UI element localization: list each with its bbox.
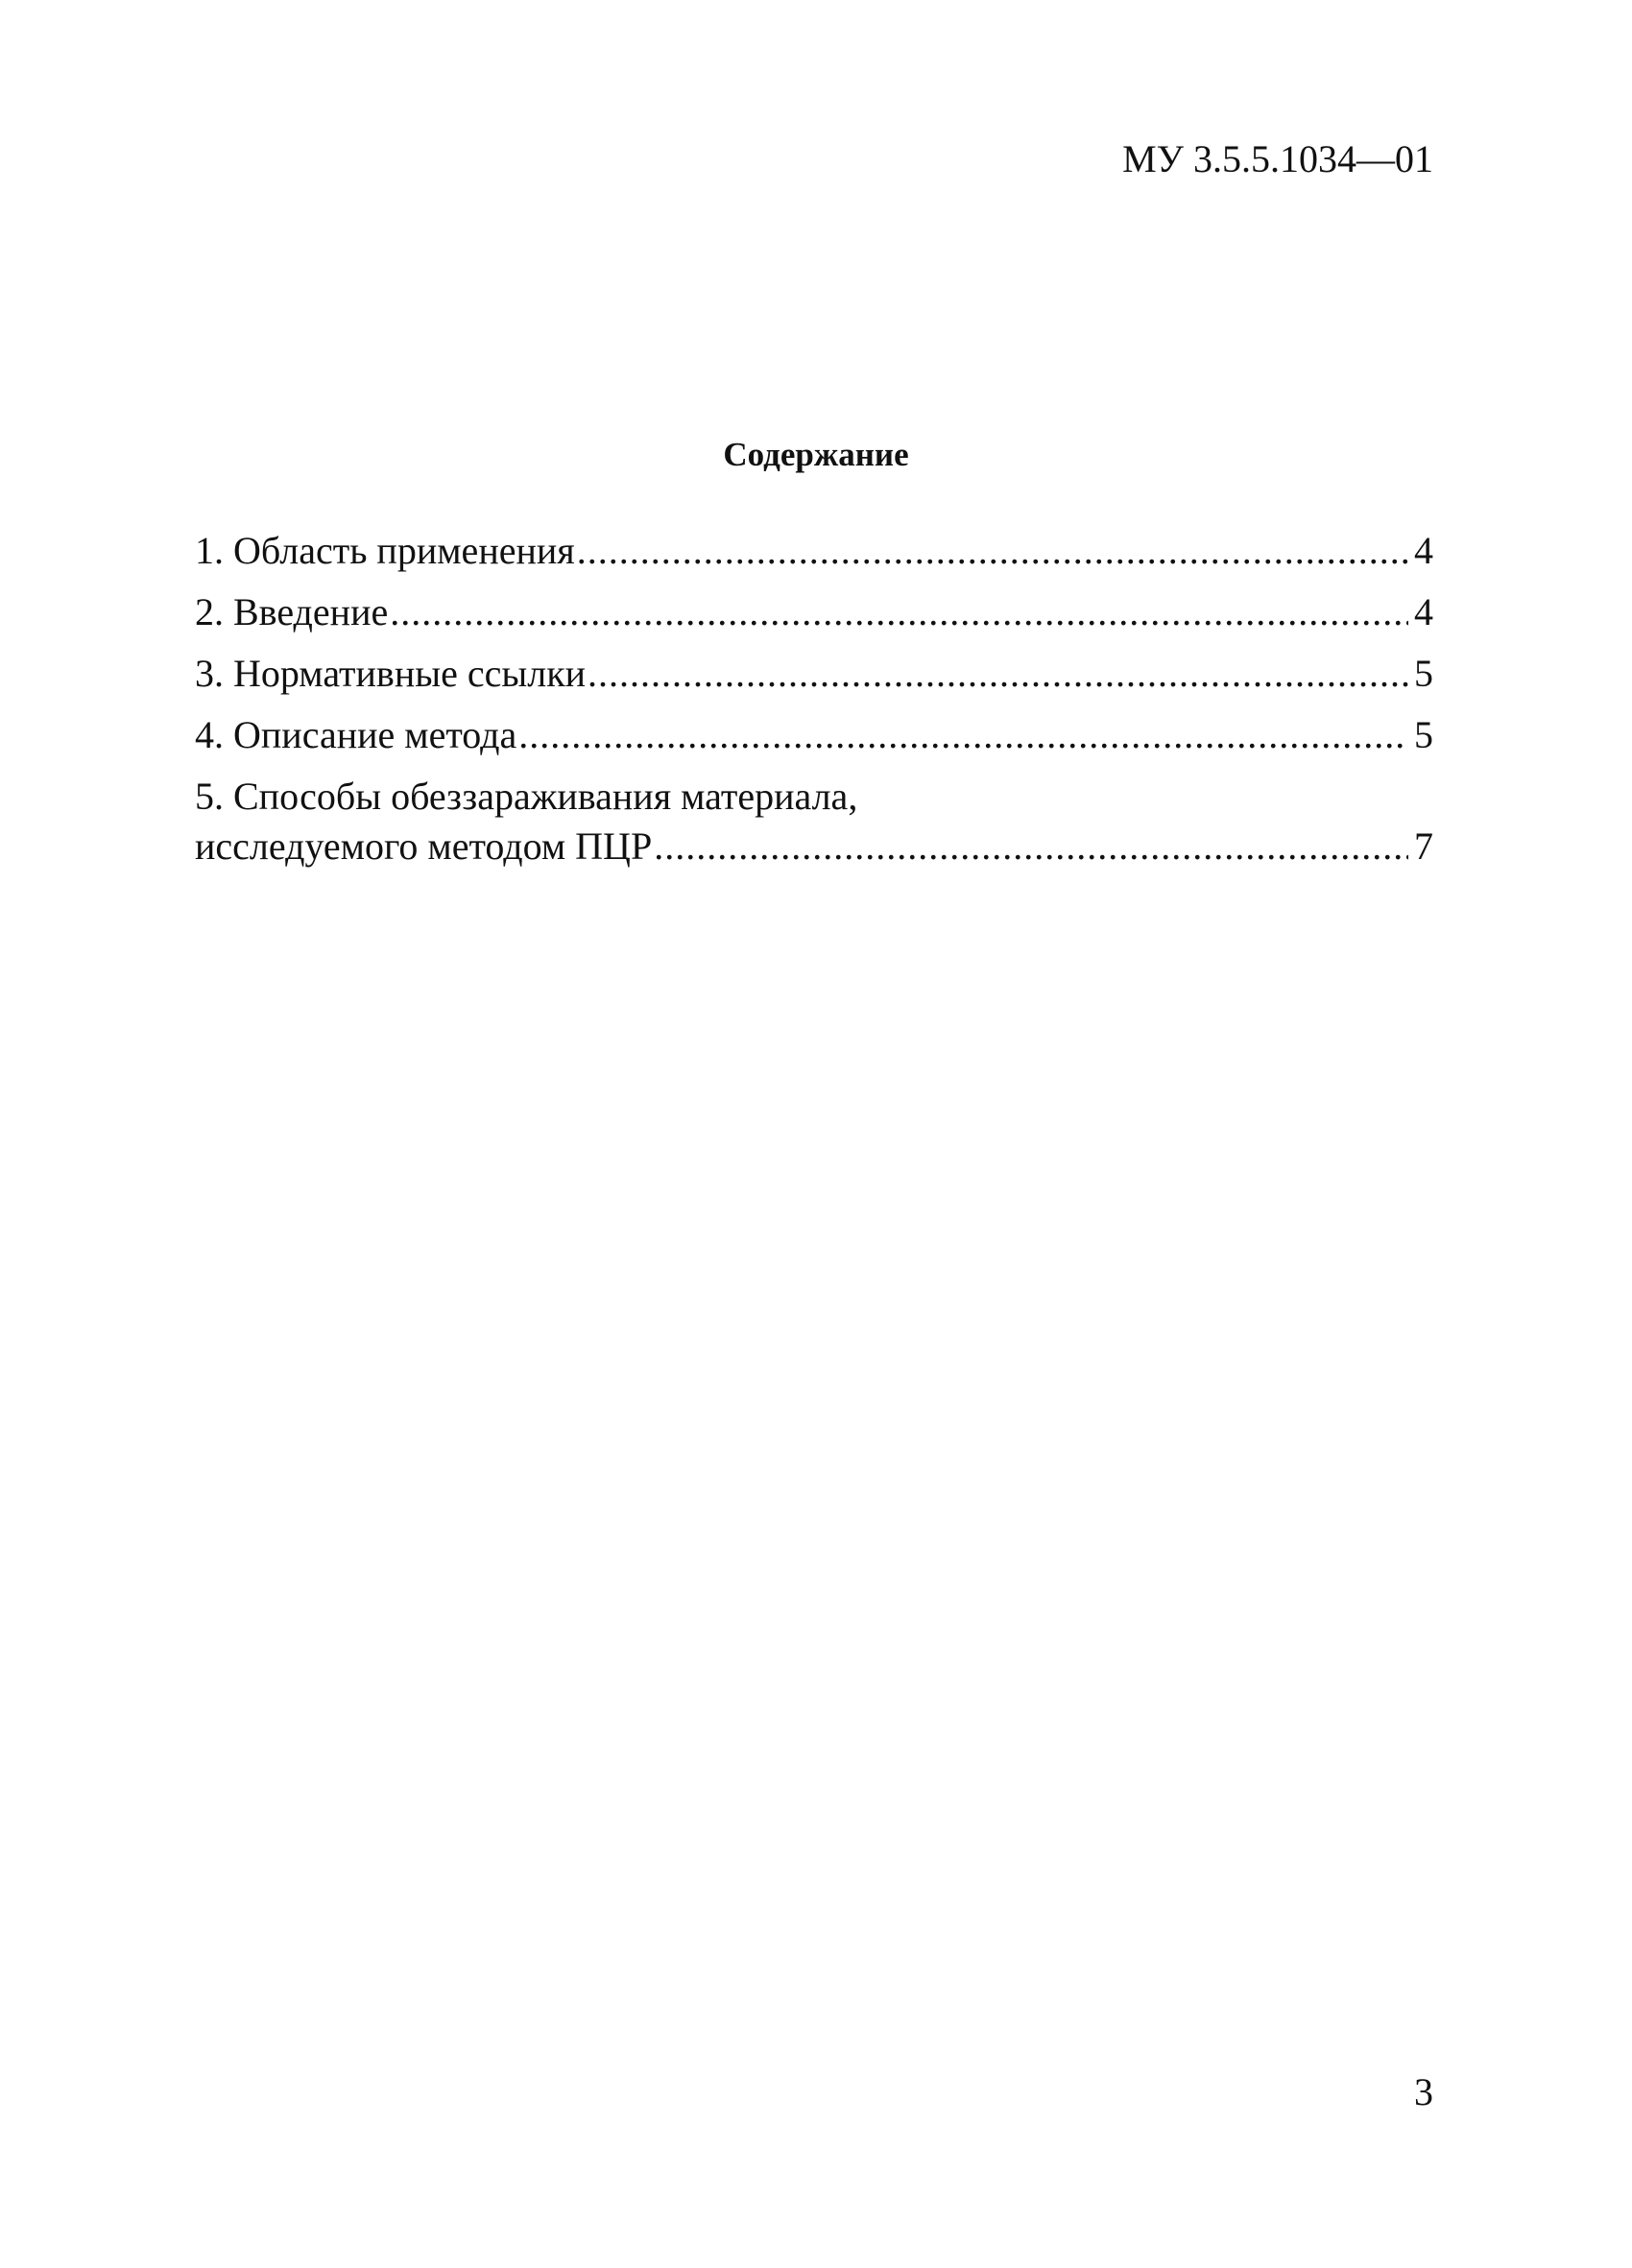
toc-title: Содержание xyxy=(723,436,909,473)
toc-dot-leader xyxy=(588,649,1408,699)
toc-dot-leader xyxy=(390,587,1408,637)
document-code: МУ 3.5.5.1034—01 xyxy=(1122,137,1433,180)
toc-dot-leader xyxy=(518,710,1408,760)
toc-entry-page: 5 xyxy=(1414,713,1433,756)
toc-entry-title-line1: 5. Способы обеззараживания материала, xyxy=(195,775,858,818)
toc-entry-page: 5 xyxy=(1414,652,1433,695)
toc-entry-title-line2: исследуемого методом ПЦР xyxy=(195,824,653,868)
toc-entry-introduction[interactable] xyxy=(195,587,1433,649)
toc-entry-title: 3. Нормативные ссылки xyxy=(195,652,587,695)
toc-dot-leader xyxy=(577,526,1408,576)
toc-entry-page: 4 xyxy=(1414,529,1433,572)
toc-entry-normative-references[interactable] xyxy=(195,649,1433,710)
toc-entry-title: 2. Введение xyxy=(195,590,389,633)
toc-entry-title: 4. Описание метода xyxy=(195,713,517,756)
table-of-contents xyxy=(195,526,1433,871)
toc-dot-leader xyxy=(654,822,1408,871)
toc-entry-title: 1. Область применения xyxy=(195,529,575,572)
toc-entry-scope[interactable] xyxy=(195,526,1433,587)
toc-entry-page: 7 xyxy=(1414,824,1433,868)
toc-entry-disinfection-methods[interactable] xyxy=(195,772,1433,871)
toc-entry-page: 4 xyxy=(1414,590,1433,633)
toc-entry-method-description[interactable] xyxy=(195,710,1433,772)
page-number: 3 xyxy=(1414,2070,1433,2113)
